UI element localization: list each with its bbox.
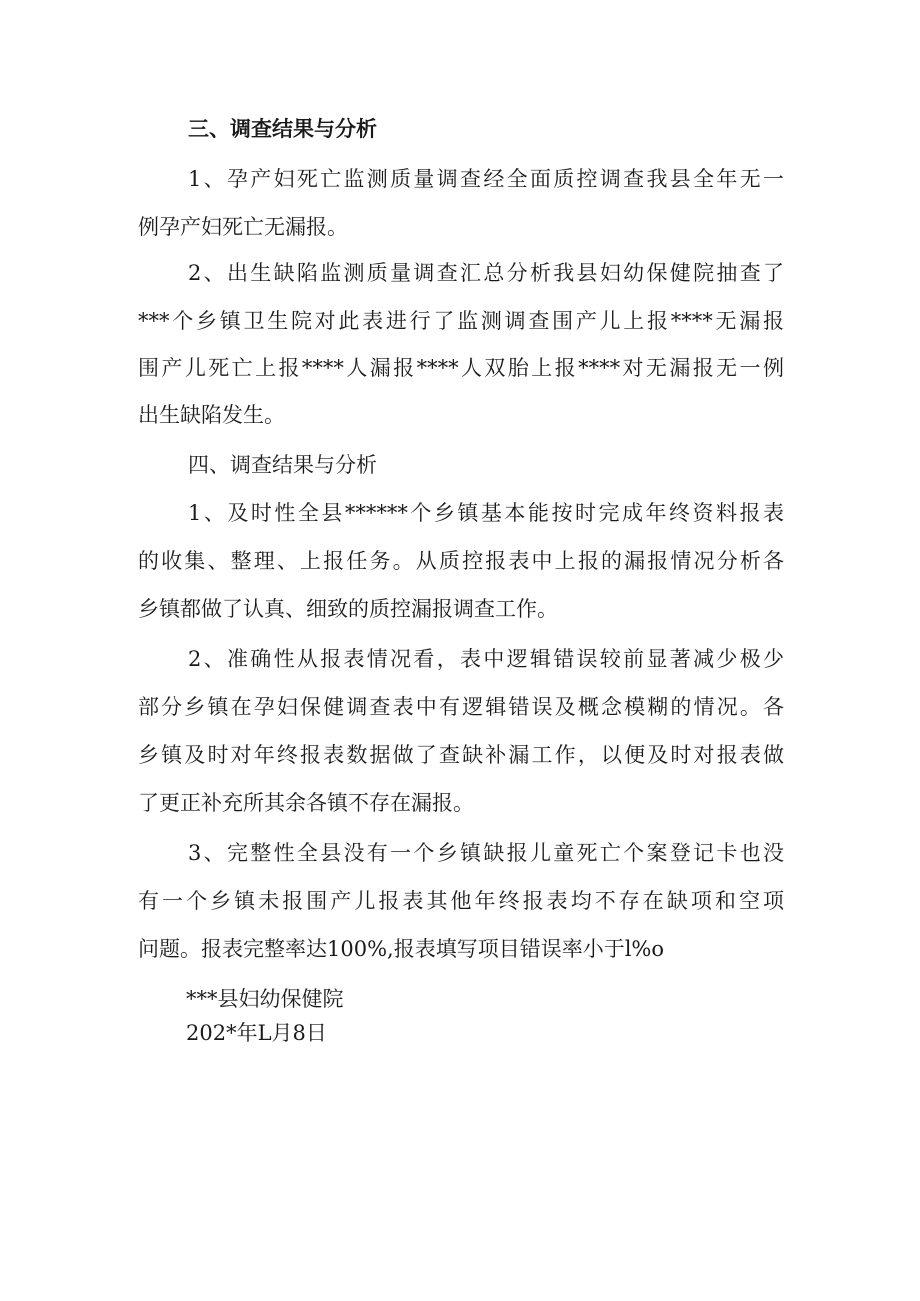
- para3-line1: 1、及时性全县******个乡镇基本能按时完成年终资料报表: [188, 501, 784, 525]
- para1-line1: 1、孕产妇死亡监测质量调查经全面质控调查我县全年无一: [188, 167, 784, 191]
- para2-line3: 围产儿死亡上报****人漏报****人双胎上报****对无漏报无一例: [138, 356, 784, 380]
- para4-line1: 2、准确性从报表情况看，表中逻辑错误较前显著减少极少: [188, 647, 784, 671]
- signature-date: 202*年L月8日: [186, 1021, 327, 1045]
- para5-line2: 有一个乡镇未报围产儿报表其他年终报表均不存在缺项和空项: [138, 889, 784, 913]
- signature-organization: ***县妇幼保健院: [186, 987, 344, 1011]
- para2-line1: 2、出生缺陷监测质量调查汇总分析我县妇幼保健院抽查了: [188, 261, 784, 285]
- section-4-heading: 四、调查结果与分析: [188, 453, 377, 477]
- para4-line4: 了更正补充所其余各镇不存在漏报。: [138, 791, 474, 815]
- section-3-heading: 三、调查结果与分析: [188, 116, 377, 141]
- para4-line2: 部分乡镇在孕妇保健调查表中有逻辑错误及概念模糊的情况。各: [138, 695, 784, 719]
- para2-line4: 出生缺陷发生。: [138, 403, 285, 427]
- para3-line3: 乡镇都做了认真、细致的质控漏报调查工作。: [138, 597, 558, 621]
- para3-line2: 的收集、整理、上报任务。从质控报表中上报的漏报情况分析各: [138, 549, 784, 573]
- para5-line1: 3、完整性全县没有一个乡镇缺报儿童死亡个案登记卡也没: [188, 841, 784, 865]
- para1-line2: 例孕产妇死亡无漏报。: [138, 215, 348, 239]
- para5-line3: 问题。报表完整率达100%,报表填写项目错误率小于l%o: [138, 937, 665, 961]
- para2-line2: ***个乡镇卫生院对此表进行了监测调查围产儿上报****无漏报: [138, 309, 784, 333]
- para4-line3: 乡镇及时对年终报表数据做了查缺补漏工作，以便及时对报表做: [138, 743, 784, 767]
